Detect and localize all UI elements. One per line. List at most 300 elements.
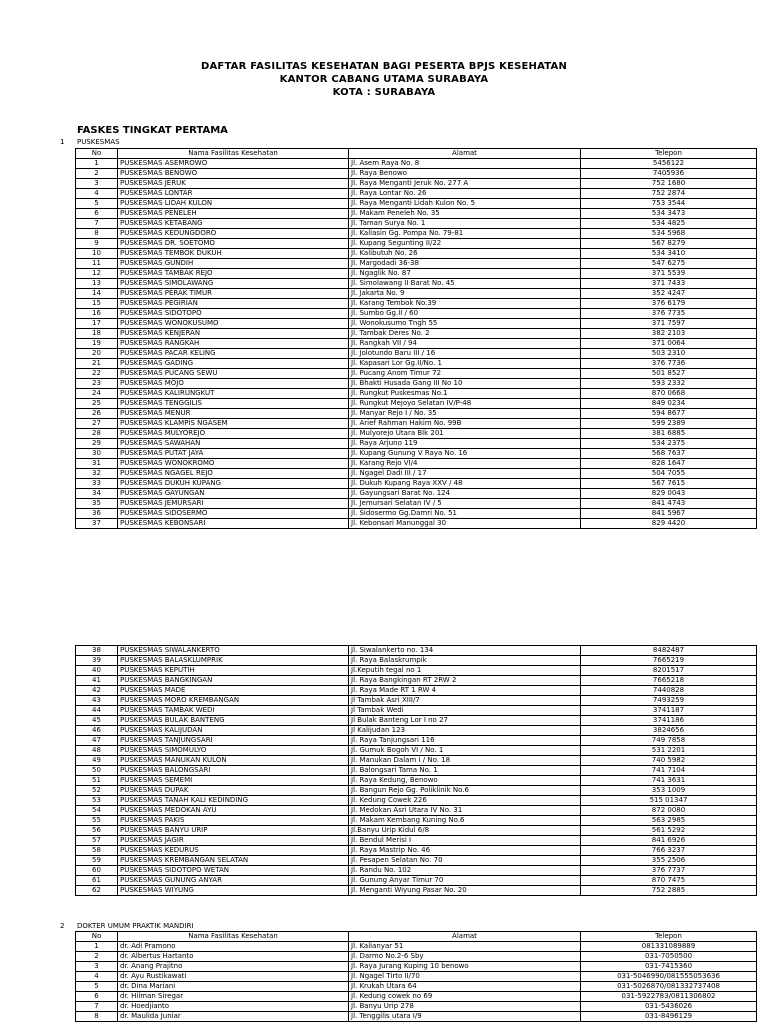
- facility-phone: 594 8677: [581, 409, 757, 419]
- row-number: 1: [76, 159, 118, 169]
- facility-address: Jl. Raya Benowo: [349, 169, 581, 179]
- row-number: 47: [76, 736, 118, 746]
- facility-address: Jl. Kalibutuh No. 26: [349, 249, 581, 259]
- facility-name: PUSKESMAS DUKUH KUPANG: [118, 479, 349, 489]
- facility-name: PUSKESMAS KEPUTIH: [118, 666, 349, 676]
- facility-name: PUSKESMAS BANGKINGAN: [118, 676, 349, 686]
- facility-phone: 504 7055: [581, 469, 757, 479]
- facility-name: PUSKESMAS PEGIRIAN: [118, 299, 349, 309]
- facility-name: PUSKESMAS SAWAHAN: [118, 439, 349, 449]
- row-number: 20: [76, 349, 118, 359]
- facility-address: Jl. Banyu Urip 278: [349, 1002, 581, 1012]
- row-number: 54: [76, 806, 118, 816]
- puskesmas-table: [75, 148, 757, 529]
- row-number: 8: [76, 1012, 118, 1022]
- table-header-row: [76, 932, 757, 942]
- table-row: [76, 816, 757, 826]
- puskesmas-label: PUSKESMAS: [77, 138, 120, 146]
- facility-name: PUSKESMAS GAYUNGAN: [118, 489, 349, 499]
- row-number: 6: [76, 992, 118, 1002]
- table-row: [76, 656, 757, 666]
- header-address: Alamat: [349, 932, 581, 942]
- table-row: [76, 379, 757, 389]
- row-number: 50: [76, 766, 118, 776]
- facility-name: dr. Dina Mariani: [118, 982, 349, 992]
- facility-address: Jl. Ngagel Dadi III / 17: [349, 469, 581, 479]
- table-row: [76, 856, 757, 866]
- row-number: 1: [76, 942, 118, 952]
- facility-name: dr. Hilman Siregar: [118, 992, 349, 1002]
- facility-name: PUSKESMAS SIDOSERMO: [118, 509, 349, 519]
- facility-address: Jl. Tambak Deres No. 2: [349, 329, 581, 339]
- facility-name: PUSKESMAS SIDOTOPO: [118, 309, 349, 319]
- facility-name: PUSKESMAS PERAK TIMUR: [118, 289, 349, 299]
- facility-phone: 740 5982: [581, 756, 757, 766]
- table-row: [76, 489, 757, 499]
- facility-name: PUSKESMAS MOJO: [118, 379, 349, 389]
- row-number: 29: [76, 439, 118, 449]
- table-row: [76, 189, 757, 199]
- facility-phone: 5456122: [581, 159, 757, 169]
- facility-phone: 829 0043: [581, 489, 757, 499]
- facility-phone: 547 6275: [581, 259, 757, 269]
- facility-address: Jl. Jemursari Selatan IV / 5: [349, 499, 581, 509]
- facility-address: Jl Tambak Wedi: [349, 706, 581, 716]
- facility-phone: 501 8527: [581, 369, 757, 379]
- facility-name: PUSKESMAS DR. SOETOMO: [118, 239, 349, 249]
- facility-address: Jl. Balongsari Tama No. 1: [349, 766, 581, 776]
- facility-phone: 741 3631: [581, 776, 757, 786]
- facility-name: PUSKESMAS MENUR: [118, 409, 349, 419]
- table-row: [76, 806, 757, 816]
- header-no: No: [76, 149, 118, 159]
- facility-address: Jl. Raya Kedung, Benowo: [349, 776, 581, 786]
- header-name: Nama Fasilitas Kesehatan: [118, 932, 349, 942]
- facility-phone: 503 2310: [581, 349, 757, 359]
- table-row: [76, 389, 757, 399]
- row-number: 34: [76, 489, 118, 499]
- row-number: 7: [76, 1002, 118, 1012]
- facility-phone: 031-5026870/081332737408: [581, 982, 757, 992]
- facility-address: Jl. Sumbo Gg.II / 60: [349, 309, 581, 319]
- table-row: [76, 339, 757, 349]
- facility-address: Jl. Jakarta No. 9: [349, 289, 581, 299]
- facility-name: PUSKESMAS JAGIR: [118, 836, 349, 846]
- table-row: [76, 786, 757, 796]
- table-row: [76, 209, 757, 219]
- facility-name: PUSKESMAS JEMURSARI: [118, 499, 349, 509]
- row-number: 10: [76, 249, 118, 259]
- facility-phone: 7493259: [581, 696, 757, 706]
- row-number: 55: [76, 816, 118, 826]
- facility-address: Jl. Kedung cowek no 69: [349, 992, 581, 1002]
- facility-address: Jl. Rungkut Puskesmas No.1: [349, 389, 581, 399]
- row-number: 51: [76, 776, 118, 786]
- table-row: [76, 886, 757, 896]
- row-number: 13: [76, 279, 118, 289]
- facility-name: PUSKESMAS JERUK: [118, 179, 349, 189]
- row-number: 56: [76, 826, 118, 836]
- table-row: [76, 159, 757, 169]
- table-row: [76, 666, 757, 676]
- table-row: [76, 736, 757, 746]
- facility-address: Jl. Darmo No.2-6 Sby: [349, 952, 581, 962]
- facility-phone: 3824656: [581, 726, 757, 736]
- table-row: [76, 469, 757, 479]
- table-row: [76, 972, 757, 982]
- row-number: 25: [76, 399, 118, 409]
- facility-name: PUSKESMAS KETABANG: [118, 219, 349, 229]
- dokter-table: [75, 931, 757, 1022]
- facility-phone: 841 4743: [581, 499, 757, 509]
- facility-name: PUSKESMAS RANGKAH: [118, 339, 349, 349]
- facility-address: Jl. Mulyorejo Utara Blk 201: [349, 429, 581, 439]
- facility-address: Jl. Kedung Cowek 226: [349, 796, 581, 806]
- facility-phone: 7665219: [581, 656, 757, 666]
- facility-name: PUSKESMAS GUNDIH: [118, 259, 349, 269]
- facility-address: Jl. Bendul Merisi I: [349, 836, 581, 846]
- table-row: [76, 696, 757, 706]
- table-row: [76, 219, 757, 229]
- row-number: 61: [76, 876, 118, 886]
- facility-address: Jl. Asem Raya No. 8: [349, 159, 581, 169]
- facility-name: PUSKESMAS BALASKLUMPRIK: [118, 656, 349, 666]
- facility-name: PUSKESMAS TANJUNGSARI: [118, 736, 349, 746]
- facility-phone: 841 5967: [581, 509, 757, 519]
- title-line-2: KANTOR CABANG UTAMA SURABAYA: [279, 74, 489, 85]
- facility-address: Jl. Raya Balaskrumpik: [349, 656, 581, 666]
- facility-address: Jl. Pucang Anom Timur 72: [349, 369, 581, 379]
- facility-address: Jl. Karang Rejo VI/4: [349, 459, 581, 469]
- header-address: Alamat: [349, 149, 581, 159]
- row-number: 31: [76, 459, 118, 469]
- facility-phone: 381 6885: [581, 429, 757, 439]
- facility-phone: 567 8279: [581, 239, 757, 249]
- table-row: [76, 796, 757, 806]
- facility-phone: 371 0064: [581, 339, 757, 349]
- table-row: [76, 826, 757, 836]
- facility-name: dr. Maulida Juniar: [118, 1012, 349, 1022]
- row-number: 16: [76, 309, 118, 319]
- row-number: 23: [76, 379, 118, 389]
- row-number: 62: [76, 886, 118, 896]
- facility-address: Jl. Taman Surya No. 1: [349, 219, 581, 229]
- section-title: FASKES TINGKAT PERTAMA: [77, 125, 228, 136]
- facility-name: PUSKESMAS MEDOKAN AYU: [118, 806, 349, 816]
- facility-address: Jl. Bhakti Husada Gang III No 10: [349, 379, 581, 389]
- facility-phone: 371 5539: [581, 269, 757, 279]
- table-row: [76, 982, 757, 992]
- facility-address: Jl. Karang Tembok No.39: [349, 299, 581, 309]
- facility-address: Jl. Raya Jurang Kuping 10 benowo: [349, 962, 581, 972]
- facility-address: Jl. Tenggilis utara I/9: [349, 1012, 581, 1022]
- facility-phone: 872 0080: [581, 806, 757, 816]
- facility-phone: 741 7104: [581, 766, 757, 776]
- title-line-3: KOTA : SURABAYA: [332, 87, 436, 98]
- table-row: [76, 846, 757, 856]
- facility-name: PUSKESMAS MULYOREJO: [118, 429, 349, 439]
- facility-name: dr. Albertus Hartanto: [118, 952, 349, 962]
- facility-name: PUSKESMAS SEMEMI: [118, 776, 349, 786]
- facility-phone: 599 2389: [581, 419, 757, 429]
- facility-name: PUSKESMAS NGAGEL REJO: [118, 469, 349, 479]
- row-number: 14: [76, 289, 118, 299]
- facility-phone: 531 2201: [581, 746, 757, 756]
- table-row: [76, 259, 757, 269]
- table-row: [76, 349, 757, 359]
- facility-phone: 749 7858: [581, 736, 757, 746]
- facility-name: PUSKESMAS MANUKAN KULON: [118, 756, 349, 766]
- table-row: [76, 399, 757, 409]
- facility-address: Jl. Rangkah VII / 94: [349, 339, 581, 349]
- facility-phone: 534 4825: [581, 219, 757, 229]
- table-row: [76, 646, 757, 656]
- row-number: 49: [76, 756, 118, 766]
- row-number: 11: [76, 259, 118, 269]
- table-row: [76, 179, 757, 189]
- row-number: 52: [76, 786, 118, 796]
- document-title: [0, 60, 768, 99]
- row-number: 28: [76, 429, 118, 439]
- facility-phone: 7440828: [581, 686, 757, 696]
- facility-phone: 031-7415360: [581, 962, 757, 972]
- row-number: 9: [76, 239, 118, 249]
- facility-phone: 766 3237: [581, 846, 757, 856]
- facility-name: PUSKESMAS KENJERAN: [118, 329, 349, 339]
- facility-phone: 849 0234: [581, 399, 757, 409]
- facility-name: PUSKESMAS KEBONSARI: [118, 519, 349, 529]
- row-number: 44: [76, 706, 118, 716]
- facility-address: Jl Bulak Banteng Lor I no 27: [349, 716, 581, 726]
- facility-address: Jl. Ngaglik No. 87: [349, 269, 581, 279]
- facility-phone: 534 2375: [581, 439, 757, 449]
- facility-phone: 828 1647: [581, 459, 757, 469]
- facility-name: PUSKESMAS TAMBAK WEDI: [118, 706, 349, 716]
- row-number: 39: [76, 656, 118, 666]
- table-row: [76, 229, 757, 239]
- facility-address: Jl Tambak Asri XIII/7: [349, 696, 581, 706]
- facility-phone: 563 2985: [581, 816, 757, 826]
- facility-name: PUSKESMAS BALONGSARI: [118, 766, 349, 776]
- facility-name: PUSKESMAS GUNUNG ANYAR: [118, 876, 349, 886]
- facility-address: Jl. Kupang Gunung V Raya No. 16: [349, 449, 581, 459]
- facility-name: PUSKESMAS WONOKROMO: [118, 459, 349, 469]
- table-row: [76, 1002, 757, 1012]
- facility-phone: 841 6926: [581, 836, 757, 846]
- facility-phone: 593 2332: [581, 379, 757, 389]
- facility-address: Jl. Rungkut Mejoyo Selatan IV/P-48: [349, 399, 581, 409]
- table-row: [76, 309, 757, 319]
- facility-address: Jl. Dukuh Kupang Raya XXV / 48: [349, 479, 581, 489]
- row-number: 41: [76, 676, 118, 686]
- facility-name: PUSKESMAS GADING: [118, 359, 349, 369]
- facility-phone: 515 01347: [581, 796, 757, 806]
- facility-name: dr. Ayu Rustikawati: [118, 972, 349, 982]
- facility-address: Jl. Raya Mastrip No. 46: [349, 846, 581, 856]
- facility-phone: 567 7615: [581, 479, 757, 489]
- facility-name: dr. Hoedjianto: [118, 1002, 349, 1012]
- facility-phone: 534 5968: [581, 229, 757, 239]
- row-number: 22: [76, 369, 118, 379]
- facility-address: Jl. Raya Lontar No. 26: [349, 189, 581, 199]
- facility-address: Jl. Wonokusumo Tngh 55: [349, 319, 581, 329]
- facility-phone: 752 2874: [581, 189, 757, 199]
- facility-name: PUSKESMAS KREMBANGAN SELATAN: [118, 856, 349, 866]
- facility-address: Jl. Manyar Rejo I / No. 35: [349, 409, 581, 419]
- facility-phone: 081331089889: [581, 942, 757, 952]
- row-number: 26: [76, 409, 118, 419]
- facility-address: Jl. Pesapen Selatan No. 70: [349, 856, 581, 866]
- facility-address: Jl. Jolotundo Baru III / 16: [349, 349, 581, 359]
- dokter-number: 2: [60, 922, 65, 930]
- table-row: [76, 439, 757, 449]
- facility-name: PUSKESMAS BANYU URIP: [118, 826, 349, 836]
- facility-phone: 534 3473: [581, 209, 757, 219]
- facility-address: Jl. Raya Menganti Jeruk No. 277 A: [349, 179, 581, 189]
- table-row: [76, 962, 757, 972]
- facility-phone: 371 7433: [581, 279, 757, 289]
- facility-phone: 031-5922783/0811306802: [581, 992, 757, 1002]
- row-number: 53: [76, 796, 118, 806]
- facility-address: Jl. Bangun Rejo Gg. Poliklinik No.6: [349, 786, 581, 796]
- row-number: 35: [76, 499, 118, 509]
- facility-address: Jl. Raya Bangkingan RT 2RW 2: [349, 676, 581, 686]
- facility-phone: 534 3410: [581, 249, 757, 259]
- row-number: 3: [76, 179, 118, 189]
- table-row: [76, 952, 757, 962]
- facility-address: Jl. Arief Rahman Hakim No. 99B: [349, 419, 581, 429]
- facility-phone: 7405936: [581, 169, 757, 179]
- table-row: [76, 419, 757, 429]
- facility-name: PUSKESMAS BENOWO: [118, 169, 349, 179]
- facility-address: Jl. Gayungsari Barat No. 124: [349, 489, 581, 499]
- facility-phone: 752 1680: [581, 179, 757, 189]
- table-row: [76, 429, 757, 439]
- table-row: [76, 409, 757, 419]
- row-number: 19: [76, 339, 118, 349]
- table-row: [76, 239, 757, 249]
- facility-phone: 752 2885: [581, 886, 757, 896]
- facility-name: dr. Adi Pramono: [118, 942, 349, 952]
- facility-phone: 7665218: [581, 676, 757, 686]
- table-row: [76, 269, 757, 279]
- table-row: [76, 519, 757, 529]
- facility-address: Jl. Simolawang II Barat No. 45: [349, 279, 581, 289]
- table-row: [76, 706, 757, 716]
- facility-name: PUSKESMAS TANAH KALI KEDINDING: [118, 796, 349, 806]
- facility-phone: 353 1009: [581, 786, 757, 796]
- facility-phone: 371 7597: [581, 319, 757, 329]
- facility-address: Jl. Sidosermo Gg.Damri No. 51: [349, 509, 581, 519]
- row-number: 33: [76, 479, 118, 489]
- facility-name: PUSKESMAS LIDAH KULON: [118, 199, 349, 209]
- facility-name: dr. Anang Prajitno: [118, 962, 349, 972]
- facility-phone: 561 5292: [581, 826, 757, 836]
- facility-address: Jl. Raya Tanjungsari 116: [349, 736, 581, 746]
- facility-address: Jl. Menganti Wiyung Pasar No. 20: [349, 886, 581, 896]
- facility-phone: 031-5046990/081555053636: [581, 972, 757, 982]
- row-number: 15: [76, 299, 118, 309]
- table-row: [76, 756, 757, 766]
- facility-address: Jl. Gunung Anyar Timur 70: [349, 876, 581, 886]
- table-row: [76, 1012, 757, 1022]
- facility-phone: 355 2506: [581, 856, 757, 866]
- table-header-row: [76, 149, 757, 159]
- row-number: 18: [76, 329, 118, 339]
- facility-address: Jl. Makam Kembang Kuning No.6: [349, 816, 581, 826]
- facility-phone: 829 4420: [581, 519, 757, 529]
- header-name: Nama Fasilitas Kesehatan: [118, 149, 349, 159]
- table-row: [76, 459, 757, 469]
- facility-phone: 376 7736: [581, 359, 757, 369]
- facility-name: PUSKESMAS LONTAR: [118, 189, 349, 199]
- table-row: [76, 329, 757, 339]
- facility-name: PUSKESMAS PACAR KELING: [118, 349, 349, 359]
- facility-address: Jl. Raya Arjuno 119: [349, 439, 581, 449]
- facility-name: PUSKESMAS SIDOTOPO WETAN: [118, 866, 349, 876]
- row-number: 21: [76, 359, 118, 369]
- title-line-1: DAFTAR FASILITAS KESEHATAN BAGI PESERTA BPJS KESEHATAN: [200, 61, 568, 72]
- facility-address: Jl. Kaliasin Gg. Pompa No. 79-81: [349, 229, 581, 239]
- table-row: [76, 686, 757, 696]
- table-row: [76, 299, 757, 309]
- facility-phone: 376 7737: [581, 866, 757, 876]
- puskesmas-table-continued: [75, 645, 757, 896]
- row-number: 42: [76, 686, 118, 696]
- facility-phone: 3741187: [581, 706, 757, 716]
- table-row: [76, 746, 757, 756]
- facility-name: PUSKESMAS TAMBAK REJO: [118, 269, 349, 279]
- facility-phone: 753 3544: [581, 199, 757, 209]
- puskesmas-number: 1: [60, 138, 65, 146]
- facility-name: PUSKESMAS SIMOMULYO: [118, 746, 349, 756]
- facility-phone: 376 7735: [581, 309, 757, 319]
- row-number: 59: [76, 856, 118, 866]
- row-number: 40: [76, 666, 118, 676]
- row-number: 45: [76, 716, 118, 726]
- table-row: [76, 992, 757, 1002]
- table-row: [76, 249, 757, 259]
- facility-phone: 3741186: [581, 716, 757, 726]
- table-row: [76, 499, 757, 509]
- facility-phone: 376 6179: [581, 299, 757, 309]
- table-row: [76, 942, 757, 952]
- table-row: [76, 766, 757, 776]
- facility-name: PUSKESMAS WIYUNG: [118, 886, 349, 896]
- facility-name: PUSKESMAS WONOKUSUMO: [118, 319, 349, 329]
- facility-name: PUSKESMAS BULAK BANTENG: [118, 716, 349, 726]
- facility-name: PUSKESMAS KEDURUS: [118, 846, 349, 856]
- row-number: 4: [76, 972, 118, 982]
- facility-phone: 031-5436026: [581, 1002, 757, 1012]
- table-row: [76, 319, 757, 329]
- row-number: 4: [76, 189, 118, 199]
- facility-name: PUSKESMAS PUCANG SEWU: [118, 369, 349, 379]
- row-number: 2: [76, 169, 118, 179]
- row-number: 27: [76, 419, 118, 429]
- row-number: 2: [76, 952, 118, 962]
- facility-address: Jl. Kapasari Lor Gg.II/No. 1: [349, 359, 581, 369]
- facility-address: Jl Kalijudan 123: [349, 726, 581, 736]
- facility-name: PUSKESMAS KLAMPIS NGASEM: [118, 419, 349, 429]
- row-number: 5: [76, 199, 118, 209]
- facility-name: PUSKESMAS PUTAT JAYA: [118, 449, 349, 459]
- facility-phone: 8201517: [581, 666, 757, 676]
- facility-name: PUSKESMAS ASEMROWO: [118, 159, 349, 169]
- facility-address: Jl. Raya Menganti Lidah Kulon No. 5: [349, 199, 581, 209]
- facility-address: Jl. Kupang Segunting II/22: [349, 239, 581, 249]
- facility-address: Jl. Makam Peneleh No. 35: [349, 209, 581, 219]
